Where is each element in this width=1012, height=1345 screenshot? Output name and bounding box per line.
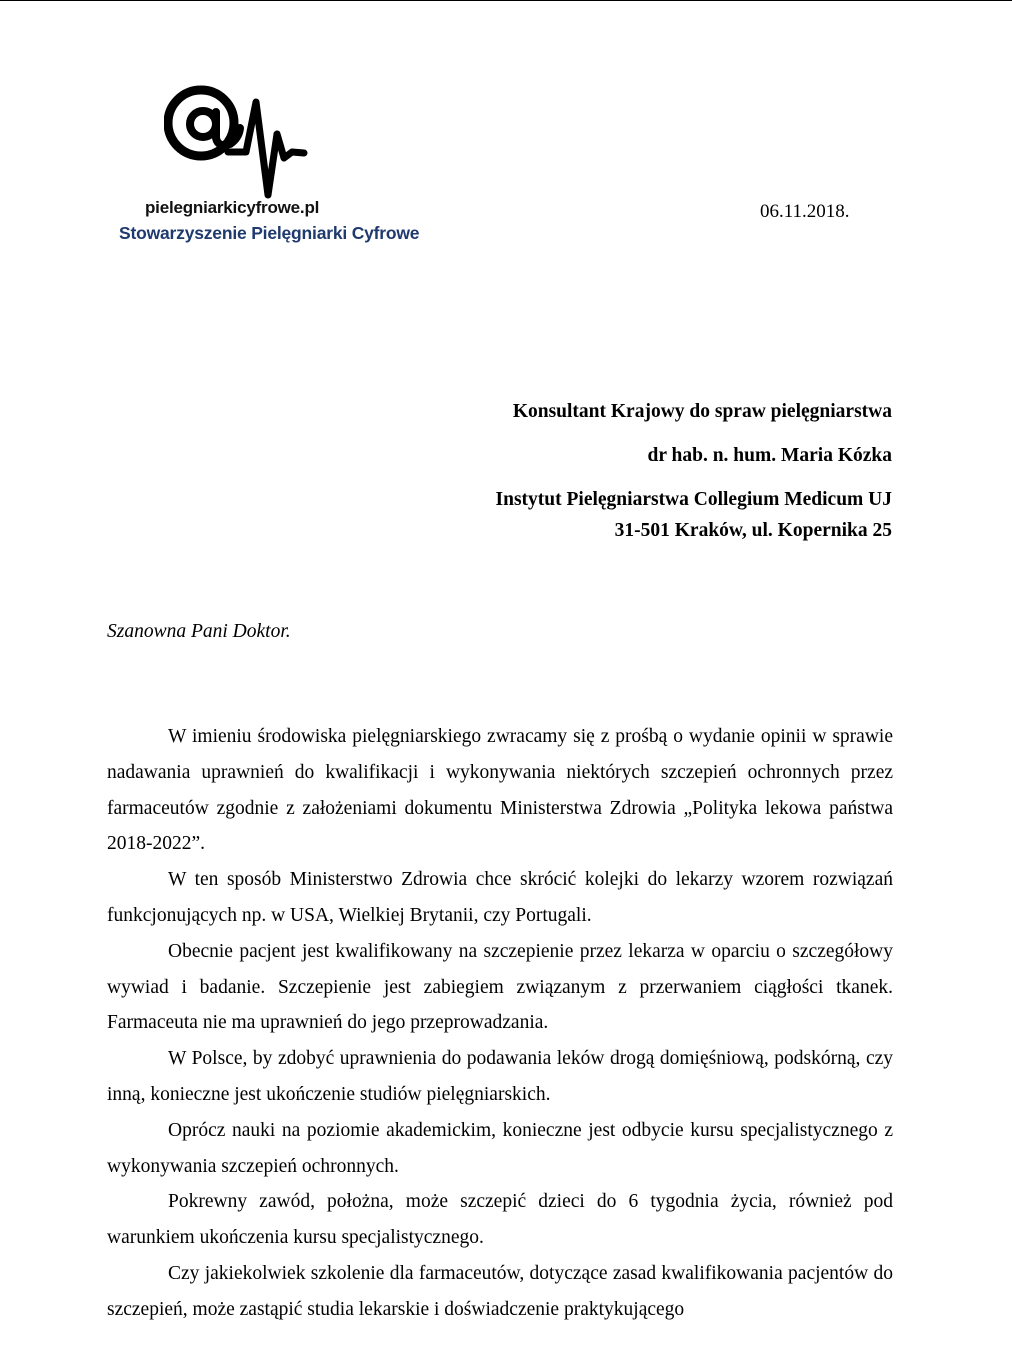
letter-date: 06.11.2018. — [760, 201, 850, 222]
body-paragraph: W imieniu środowiska pielęgniarskiego zwracamy się z prośbą o wydanie opinii w sprawie nadawania uprawnień do kwalifikacji i wykonywania niektórych szczepień ochronnych przez farmaceutów zgodnie z założeniami dokumentu Ministerstwa Zdrowia „Polityka lekowa państwa 2018-2022”. — [107, 726, 893, 855]
body-paragraph: Pokrewny zawód, położna, może szczepić dzieci do 6 tygodnia życia, również pod warunkiem ukończenia kursu specjalistycznego. — [107, 1191, 893, 1249]
salutation: Szanowna Pani Doktor. — [107, 621, 291, 642]
logo-organization-name: Stowarzyszenie Pielęgniarki Cyfrowe — [119, 223, 420, 243]
logo-domain-text: pielegniarkicyfrowe.pl — [145, 198, 320, 217]
body-paragraph: W Polsce, by zdobyć uprawnienia do podawania leków drogą domięśniową, podskórną, czy inną, konieczne jest ukończenie studiów pielęgniarskich. — [107, 1048, 893, 1105]
recipient-institution: Instytut Pielęgniarstwa Collegium Medicum UJ — [495, 489, 892, 510]
page-top-border — [0, 0, 1012, 1]
letter-body — [107, 719, 893, 1328]
body-paragraph: Czy jakiekolwiek szkolenie dla farmaceutów, dotyczące zasad kwalifikowania pacjentów do szczepień, może zastąpić studia lekarskie i doświadczenie praktykującego — [107, 1262, 893, 1320]
recipient-name: dr hab. n. hum. Maria Kózka — [647, 445, 892, 466]
recipient-address-block — [496, 395, 892, 546]
body-paragraph: W ten sposób Ministerstwo Zdrowia chce skrócić kolejki do lekarzy wzorem rozwiązań funkcjonujących np. w USA, Wielkiej Brytanii, czy Portugali. — [107, 869, 893, 926]
recipient-address: 31-501 Kraków, ul. Kopernika 25 — [614, 520, 892, 541]
at-sign-heartbeat-icon — [164, 82, 314, 200]
recipient-title: Konsultant Krajowy do spraw pielęgniarstwa — [512, 401, 892, 422]
body-paragraph: Oprócz nauki na poziomie akademickim, konieczne jest odbycie kursu specjalistycznego z wykonywania szczepień ochronnych. — [107, 1119, 893, 1177]
body-paragraph: Obecnie pacjent jest kwalifikowany na szczepienie przez lekarza w oparciu o szczegółowy wywiad i badanie. Szczepienie jest zabiegiem związanym z przerwaniem ciągłości tkanek. Farmaceuta nie ma uprawnień do jego przeprowadzania. — [107, 940, 893, 1034]
organization-logo — [118, 82, 420, 252]
